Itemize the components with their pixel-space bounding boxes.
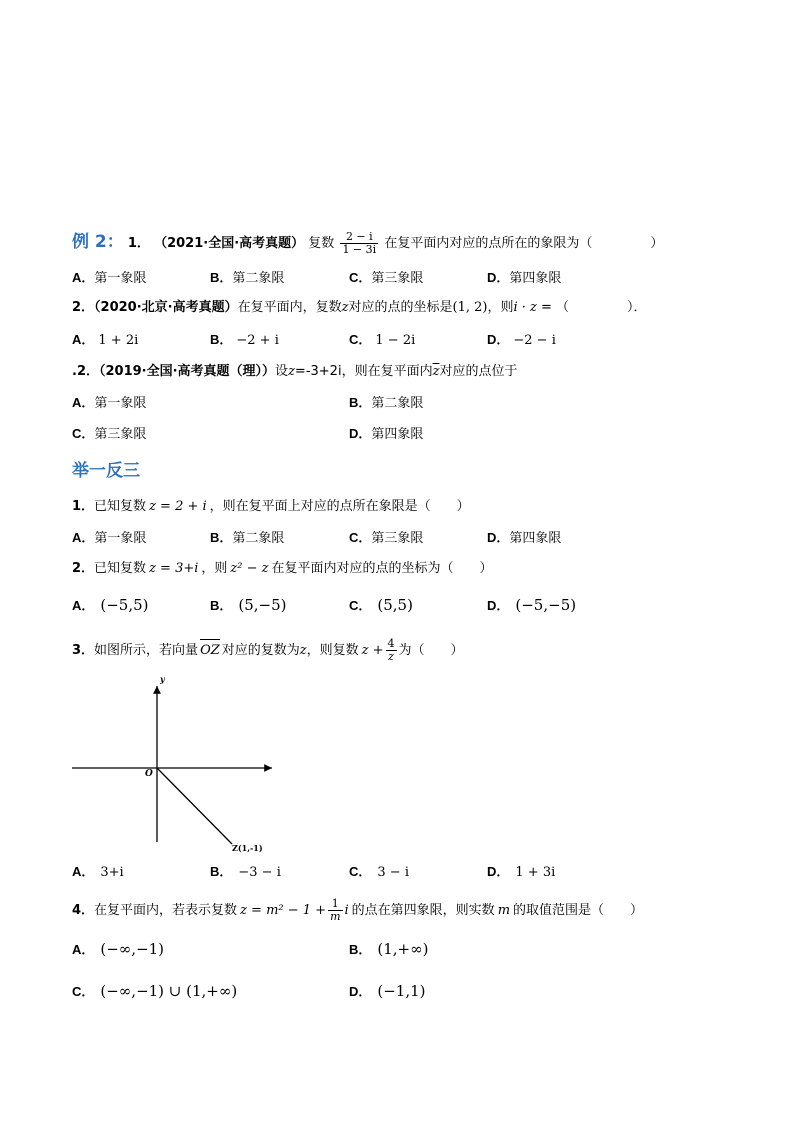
vector-oz <box>157 768 232 844</box>
q2-eq: = （ <box>536 300 570 315</box>
p2-expr: z = 3+i <box>149 561 199 576</box>
q3-post: 对应的点位于 <box>439 364 518 379</box>
p4-post: 的取值范围是（ <box>513 903 605 918</box>
p1-expr: z = 2 + i <box>149 499 207 514</box>
p4-var: m <box>497 903 511 918</box>
q1-fraction <box>340 231 378 256</box>
q2-var: z <box>341 300 349 315</box>
p4-fraction: $\frac{1}{m}$ <box>330 897 341 923</box>
q1-source: （2021·全国·高考真题） <box>154 236 305 251</box>
q1-pre: 复数 <box>308 236 335 251</box>
p3-option-d[interactable]: D． 1 + 3i <box>487 864 556 880</box>
p3-pre: 如图所示，若向量 <box>94 643 199 658</box>
q2-expr: i · z <box>513 300 537 315</box>
practice-p2-stem <box>72 560 493 578</box>
p3-mid: 对应的复数为 <box>221 643 300 658</box>
q2-close: ）． <box>627 300 647 315</box>
q2-coord: (1, 2) <box>452 300 488 315</box>
q2-number: 2． <box>72 300 95 315</box>
q2-source: （2020·北京·高考真题） <box>94 300 238 315</box>
p1-option-d[interactable]: D．第四象限 <box>487 530 562 546</box>
p1-post: ，则在复平面上对应的点所在象限是（ <box>209 499 431 514</box>
example-label: 例 2： <box>72 232 124 252</box>
q1-option-a[interactable]: A．第一象限 <box>72 270 147 286</box>
q1-close: ） <box>650 236 664 251</box>
p3-option-b[interactable]: B． −3 − i <box>210 864 281 880</box>
q2-mid: 对应的点的坐标是 <box>348 300 453 315</box>
point-z-label: Z(1,-1) <box>232 843 263 853</box>
q3-option-c[interactable]: C．第三象限 <box>72 426 147 442</box>
p2-option-b[interactable]: B． (5,−5) <box>210 596 287 614</box>
p2-option-d[interactable]: D． (−5,−5) <box>487 596 577 614</box>
p4-option-c[interactable]: C． (−∞,−1) ∪ (1,+∞) <box>72 982 238 1000</box>
p2-option-c[interactable]: C． (5,5) <box>349 596 413 614</box>
practice-p3-stem <box>72 638 464 663</box>
q2-mid2: ，则 <box>487 300 514 315</box>
q2-option-a[interactable]: A． 1 + 2i <box>72 332 139 348</box>
p4-close: ） <box>630 903 644 918</box>
p3-number: 3． <box>72 643 95 658</box>
q3-mid: ，则在复平面内 <box>341 364 433 379</box>
p4-number: 4． <box>72 903 95 918</box>
q3-option-d[interactable]: D．第四象限 <box>349 426 424 442</box>
p3-mid2: ，则复数 <box>306 643 359 658</box>
origin-label: O <box>145 769 153 779</box>
p4-pre: 在复平面内，若表示复数 <box>94 903 238 918</box>
p3-figure <box>70 672 280 854</box>
p3-option-c[interactable]: C． 3 − i <box>349 864 409 880</box>
q1-fraction-denominator: 1 − 3i <box>342 243 377 256</box>
q2-option-b[interactable]: B． −2 + i <box>210 332 279 348</box>
p4-option-d[interactable]: D． (−1,1) <box>349 982 426 1000</box>
p1-number: 1． <box>72 499 95 514</box>
p1-close: ） <box>456 499 470 514</box>
q1-fraction-numerator: 2 − i <box>340 231 378 244</box>
q2-pre: 在复平面内，复数 <box>237 300 342 315</box>
p2-post: 在复平面内对应的点的坐标为（ <box>271 561 454 576</box>
q1-option-b[interactable]: B．第二象限 <box>210 270 285 286</box>
p2-mid: ，则 <box>201 561 228 576</box>
q3-number: .2． <box>72 364 99 379</box>
p3-close: ） <box>450 643 464 658</box>
q3-zbar: $\overline{z}$ <box>432 364 440 379</box>
p3-vector: OZ <box>200 643 220 658</box>
p2-expr2: z² − z <box>230 561 269 576</box>
p4-option-b[interactable]: B． (1,+∞) <box>349 940 429 958</box>
practice-p1-stem <box>72 498 470 516</box>
p4-mid: 的点在第四象限，则实数 <box>351 903 495 918</box>
q3-source: （2019·全国·高考真题（理）） <box>98 364 276 379</box>
p3-option-a[interactable]: A． 3+i <box>72 864 124 880</box>
q3-pre: 设 <box>275 364 289 379</box>
practice-p4-stem <box>72 898 643 923</box>
p2-option-a[interactable]: A． (−5,5) <box>72 596 149 614</box>
p4-expr-tail: i <box>344 903 349 918</box>
q1-option-c[interactable]: C．第三象限 <box>349 270 424 286</box>
section-title: 举一反三 <box>72 461 140 481</box>
q3-option-a[interactable]: A．第一象限 <box>72 395 147 411</box>
q1-option-d[interactable]: D．第四象限 <box>487 270 562 286</box>
p3-var: z <box>299 643 307 658</box>
p2-number: 2． <box>72 561 95 576</box>
p1-option-a[interactable]: A．第一象限 <box>72 530 147 546</box>
example2-q2-stem <box>72 299 647 317</box>
p3-post: 为（ <box>398 643 425 658</box>
p3-expr: z + <box>361 643 384 658</box>
q1-post: 在复平面内对应的点所在的象限为（ <box>384 236 593 251</box>
q3-expr2: =-3+2i <box>294 364 342 379</box>
q2-option-c[interactable]: C． 1 − 2i <box>349 332 416 348</box>
example2-q1-stem <box>72 231 663 256</box>
p1-option-b[interactable]: B．第二象限 <box>210 530 285 546</box>
q1-number: 1． <box>127 236 150 251</box>
p4-expr: z = m² − 1 + <box>240 903 327 918</box>
example2-q3-stem <box>72 363 517 381</box>
q2-option-d[interactable]: D． −2 − i <box>487 332 556 348</box>
p2-close: ） <box>479 561 493 576</box>
p1-option-c[interactable]: C．第三象限 <box>349 530 424 546</box>
y-axis-label: y <box>160 674 165 684</box>
p4-option-a[interactable]: A． (−∞,−1) <box>72 940 165 958</box>
p3-fraction: $\frac{4}{z}$ <box>387 637 395 663</box>
p1-pre: 已知复数 <box>94 499 147 514</box>
q3-expr: z <box>288 364 295 379</box>
q3-option-b[interactable]: B．第二象限 <box>349 395 424 411</box>
p2-pre: 已知复数 <box>94 561 147 576</box>
